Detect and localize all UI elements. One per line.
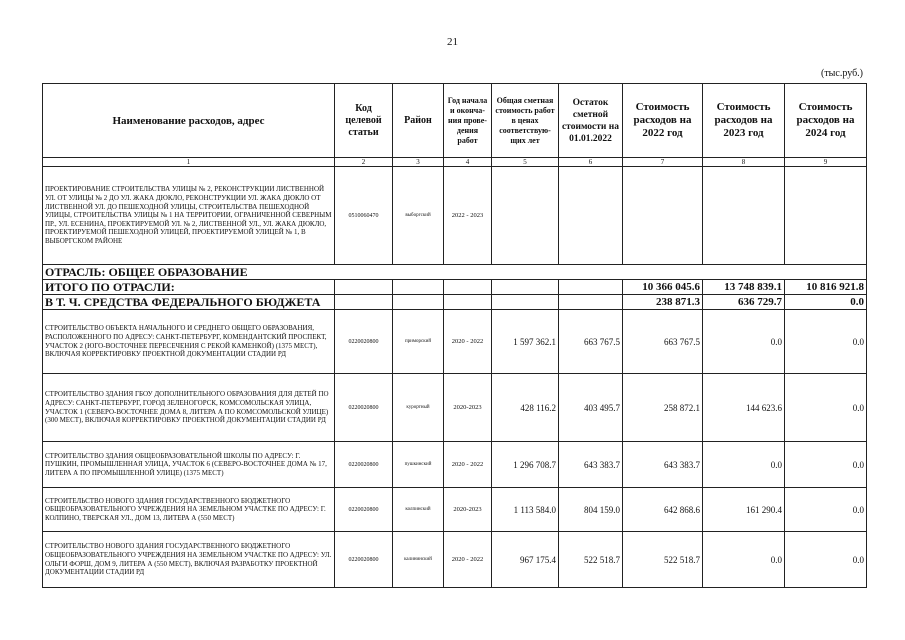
row-years: 2020 - 2022 (444, 532, 492, 588)
row-total-cost: 428 116.2 (492, 374, 559, 442)
row-code: 0220020800 (335, 532, 393, 588)
row-district: приморский (393, 310, 444, 374)
row-cost-2024 (785, 167, 867, 265)
row-cost-2022: 643 383.7 (623, 442, 703, 488)
row-cost-2022: 642 868.6 (623, 488, 703, 532)
row-cost-2022: 522 518.7 (623, 532, 703, 588)
row-cost-2022: 663 767.5 (623, 310, 703, 374)
section-industry-row (43, 265, 867, 280)
row-years: 2020-2023 (444, 374, 492, 442)
row-remaining: 804 159.0 (559, 488, 623, 532)
row-code: 0220020800 (335, 310, 393, 374)
row-cost-2024: 0.0 (785, 488, 867, 532)
row-cost-2024: 0.0 (785, 310, 867, 374)
row-code: 0510060470 (335, 167, 393, 265)
row-cost-2023: 144 623.6 (703, 374, 785, 442)
row-code: 0220020800 (335, 488, 393, 532)
row-cost-2022: 258 872.1 (623, 374, 703, 442)
empty-cell (559, 280, 623, 295)
row-cost-2023: 0.0 (703, 442, 785, 488)
section-total-2024: 10 816 921.8 (785, 280, 867, 295)
empty-cell (335, 280, 393, 295)
row-years: 2020 - 2022 (444, 442, 492, 488)
column-number: 9 (785, 158, 867, 167)
table-row (43, 310, 867, 374)
row-cost-2023: 161 290.4 (703, 488, 785, 532)
table-row (43, 167, 867, 265)
row-name: ПРОЕКТИРОВАНИЕ СТРОИТЕЛЬСТВА УЛИЦЫ № 2, РЕКОНСТРУКЦИИ ЛИСТВЕННОЙ УЛ. ОТ УЛИЦЫ № 2 ДО УЛ. ЖАКА ДЮКЛО, РЕКОНСТРУКЦИИ УЛ. ЖАКА ДЮКЛО ОТ ЛИСТВЕННОЙ УЛ. ДО ПЕШЕХОДНОЙ УЛИЦЫ, СТРОИТЕЛЬСТВА ПЕШЕХОДНОЙ УЛИЦЫ, СТРОИТЕЛЬСТВА УЛИЦЫ № 1 НА ТЕРРИТОРИИ, ОГРАНИЧЕННОЙ СЕВЕРНЫМ ПР., УЛ. ЕСЕНИНА, ПРОЕКТИРУЕМОЙ УЛ. № 2, ЛИСТВЕННОЙ УЛ., УЛ. ЖАКА ДЮКЛО, ПРОЕКТИРУЕМОЙ ПЕШЕХОДНОЙ УЛИЦЕЙ, ПРОЕКТИРУЕМОЙ УЛИЦЕЙ № 1, В ВЫБОРГСКОМ РАЙОНЕ (43, 167, 335, 265)
row-remaining: 643 383.7 (559, 442, 623, 488)
section-total-2023: 13 748 839.1 (703, 280, 785, 295)
section-federal-row (43, 295, 867, 310)
empty-cell (335, 295, 393, 310)
row-total-cost: 1 597 362.1 (492, 310, 559, 374)
row-district: калининский (393, 532, 444, 588)
header-cost-2023: Стоимость расходов на 2023 год (703, 84, 785, 158)
section-total-row (43, 280, 867, 295)
row-name: СТРОИТЕЛЬСТВО ОБЪЕКТА НАЧАЛЬНОГО И СРЕДНЕГО ОБЩЕГО ОБРАЗОВАНИЯ, РАСПОЛОЖЕННОГО ПО АДРЕСУ: САНКТ-ПЕТЕРБУРГ, КОМЕНДАНТСКИЙ ПРОСПЕКТ, УЧАСТОК 2 (ЮГО-ВОСТОЧНЕЕ ПЕРЕСЕЧЕНИЯ С РЕКОЙ КАМЕНКОЙ) (1375 МЕСТ), ВКЛЮЧАЯ КОРРЕКТИРОВКУ ПРОЕКТНОЙ ДОКУМЕНТАЦИИ СТАДИИ РД (43, 310, 335, 374)
row-cost-2024: 0.0 (785, 442, 867, 488)
row-name: СТРОИТЕЛЬСТВО ЗДАНИЯ ГБОУ ДОПОЛНИТЕЛЬНОГО ОБРАЗОВАНИЯ ДЛЯ ДЕТЕЙ ПО АДРЕСУ: САНКТ-ПЕТЕРБУРГ, ГОРОД ЗЕЛЕНОГОРСК, КОМСОМОЛЬСКАЯ УЛИЦА, УЧАСТОК 1 (СЕВЕРО-ВОСТОЧНЕЕ ДОМА 8, ЛИТЕРА А ПО КОМСОМОЛЬСКОЙ УЛИЦЕ) (300 МЕСТ), ВКЛЮЧАЯ КОРРЕКТИРОВКУ ПРОЕКТНОЙ ДОКУМЕНТАЦИИ СТАДИИ РД (43, 374, 335, 442)
empty-cell (444, 280, 492, 295)
row-remaining: 403 495.7 (559, 374, 623, 442)
row-years: 2022 - 2023 (444, 167, 492, 265)
page-number: 21 (447, 36, 458, 48)
column-number: 6 (559, 158, 623, 167)
section-industry-title: ОТРАСЛЬ: ОБЩЕЕ ОБРАЗОВАНИЕ (43, 265, 867, 280)
row-cost-2022 (623, 167, 703, 265)
table-row (43, 374, 867, 442)
column-number: 3 (393, 158, 444, 167)
section-federal-label: В Т. Ч. СРЕДСТВА ФЕДЕРАЛЬНОГО БЮДЖЕТА (43, 295, 335, 310)
section-federal-2022: 238 871.3 (623, 295, 703, 310)
row-code: 0220020800 (335, 442, 393, 488)
section-federal-2023: 636 729.7 (703, 295, 785, 310)
table-row (43, 488, 867, 532)
row-total-cost: 1 113 584.0 (492, 488, 559, 532)
row-years: 2020-2023 (444, 488, 492, 532)
column-number: 7 (623, 158, 703, 167)
header-remaining: Остаток сметной стоимости на 01.01.2022 (559, 84, 623, 158)
row-cost-2023 (703, 167, 785, 265)
row-cost-2023: 0.0 (703, 532, 785, 588)
section-federal-2024: 0.0 (785, 295, 867, 310)
header-district: Район (393, 84, 444, 158)
row-name: СТРОИТЕЛЬСТВО ЗДАНИЯ ОБЩЕОБРАЗОВАТЕЛЬНОЙ ШКОЛЫ ПО АДРЕСУ: Г. ПУШКИН, ПРОМЫШЛЕННАЯ УЛИЦА, УЧАСТОК 6 (СЕВЕРО-ВОСТОЧНЕЕ ДОМА № 17, ЛИТЕРА А ПО ПРОМЫШЛЕННОЙ УЛИЦЕ) (1375 МЕСТ) (43, 442, 335, 488)
column-number: 5 (492, 158, 559, 167)
header-code: Код целевой статьи (335, 84, 393, 158)
row-district: колпинский (393, 488, 444, 532)
row-district: выборгский (393, 167, 444, 265)
row-remaining: 663 767.5 (559, 310, 623, 374)
row-cost-2023: 0.0 (703, 310, 785, 374)
row-name: СТРОИТЕЛЬСТВО НОВОГО ЗДАНИЯ ГОСУДАРСТВЕННОГО БЮДЖЕТНОГО ОБЩЕОБРАЗОВАТЕЛЬНОГО УЧРЕЖДЕНИЯ НА ЗЕМЕЛЬНОМ УЧАСТКЕ ПО АДРЕСУ: Г. КОЛПИНО, ТВЕРСКАЯ УЛ., ДОМ 13, ЛИТЕРА А (550 МЕСТ) (43, 488, 335, 532)
header-cost-2024: Стоимость расходов на 2024 год (785, 84, 867, 158)
budget-table (42, 83, 867, 588)
row-cost-2024: 0.0 (785, 532, 867, 588)
empty-cell (393, 280, 444, 295)
row-total-cost: 967 175.4 (492, 532, 559, 588)
header-years: Год начала и оконча-ния прове-дения работ (444, 84, 492, 158)
section-total-2022: 10 366 045.6 (623, 280, 703, 295)
row-name: СТРОИТЕЛЬСТВО НОВОГО ЗДАНИЯ ГОСУДАРСТВЕННОГО БЮДЖЕТНОГО ОБЩЕОБРАЗОВАТЕЛЬНОГО УЧРЕЖДЕНИЯ НА ЗЕМЕЛЬНОМ УЧАСТКЕ ПО АДРЕСУ: УЛ. ОЛЬГИ ФОРШ, ДОМ 9, ЛИТЕРА А (550 МЕСТ), ВКЛЮЧАЯ РАЗРАБОТКУ ПРОЕКТНОЙ ДОКУМЕНТАЦИИ СТАДИИ РД (43, 532, 335, 588)
empty-cell (444, 295, 492, 310)
column-number: 1 (43, 158, 335, 167)
row-district: курортный (393, 374, 444, 442)
empty-cell (492, 295, 559, 310)
column-number: 4 (444, 158, 492, 167)
row-total-cost: 1 296 708.7 (492, 442, 559, 488)
header-total-cost: Общая сметная стоимость работ в ценах соответствую-щих лет (492, 84, 559, 158)
table-row (43, 532, 867, 588)
row-remaining (559, 167, 623, 265)
table-row (43, 442, 867, 488)
row-code: 0220020800 (335, 374, 393, 442)
unit-note: (тыс.руб.) (820, 68, 863, 79)
row-district: пушкинский (393, 442, 444, 488)
empty-cell (393, 295, 444, 310)
row-years: 2020 - 2022 (444, 310, 492, 374)
column-number: 2 (335, 158, 393, 167)
header-name: Наименование расходов, адрес (43, 84, 335, 158)
section-total-label: ИТОГО ПО ОТРАСЛИ: (43, 280, 335, 295)
empty-cell (559, 295, 623, 310)
column-numbers-row (43, 158, 867, 167)
empty-cell (492, 280, 559, 295)
row-total-cost (492, 167, 559, 265)
column-number: 8 (703, 158, 785, 167)
header-cost-2022: Стоимость расходов на 2022 год (623, 84, 703, 158)
row-remaining: 522 518.7 (559, 532, 623, 588)
row-cost-2024: 0.0 (785, 374, 867, 442)
table-header-row (43, 84, 867, 158)
